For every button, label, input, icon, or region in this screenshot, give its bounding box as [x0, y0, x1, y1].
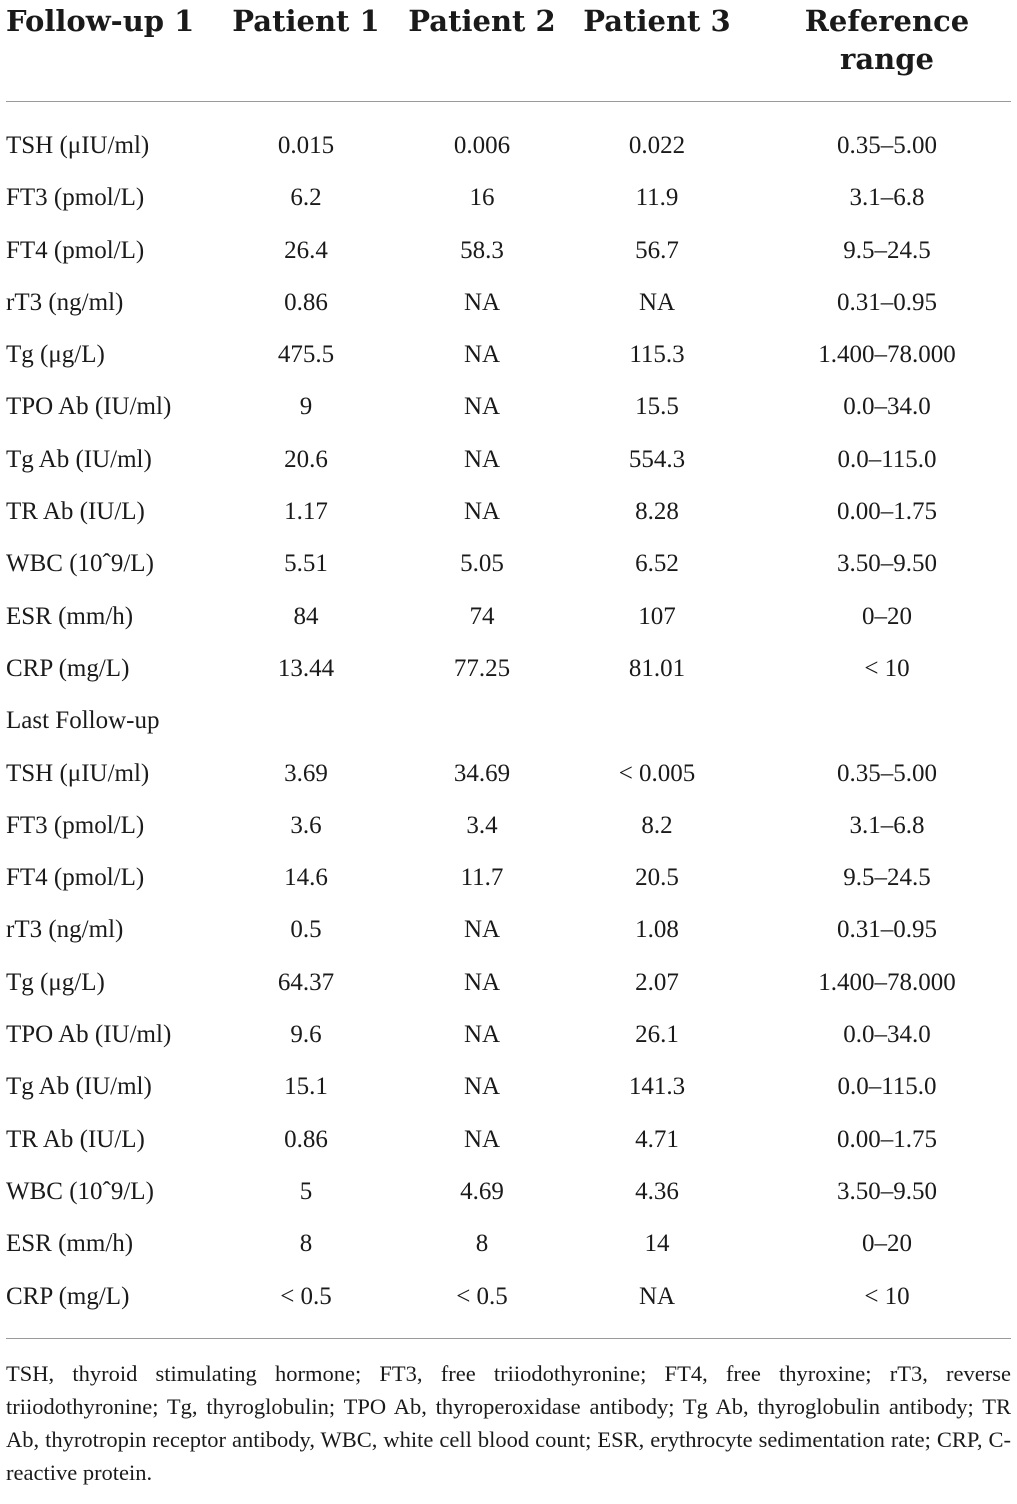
- patient-value-cell: 26.1: [635, 1021, 679, 1049]
- table-row: [0, 1010, 1017, 1062]
- patient-value-cell: 11.9: [635, 184, 679, 212]
- patient-value-cell: 554.3: [628, 445, 686, 473]
- reference-range-cell: < 10: [864, 1282, 910, 1310]
- patient-value-cell: 3.4: [466, 811, 498, 839]
- patient-value-cell: 20.5: [635, 864, 679, 892]
- patient-value-cell: 141.3: [628, 1073, 686, 1101]
- reference-range-cell: 0.00–1.75: [837, 1125, 937, 1153]
- patient-value-cell: 15.5: [635, 393, 679, 421]
- patient-value-cell: 8.2: [641, 811, 673, 839]
- patient-value-cell: 34.69: [453, 759, 511, 787]
- patient-value-cell: NA: [463, 445, 501, 473]
- patient-value-cell: 77.25: [453, 654, 511, 682]
- reference-range-cell: 0.0–115.0: [837, 1073, 937, 1101]
- row-parameter-cell: FT3 (pmol/L): [6, 811, 145, 839]
- patient-value-cell: 9: [299, 393, 313, 421]
- row-parameter-cell: TPO Ab (IU/ml): [6, 1021, 172, 1049]
- patient-value-cell: NA: [463, 1125, 501, 1153]
- row-parameter-cell: FT4 (pmol/L): [6, 864, 145, 892]
- table-row: [0, 592, 1017, 644]
- patient-value-cell: 6.2: [290, 184, 322, 212]
- patient-value-cell: 6.52: [635, 550, 679, 578]
- patient-value-cell: 0.022: [628, 132, 686, 159]
- header-divider: [6, 101, 1011, 102]
- row-parameter-cell: FT4 (pmol/L): [6, 236, 145, 264]
- table-row: [0, 121, 1017, 173]
- patient-value-cell: 64.37: [277, 968, 335, 996]
- reference-range-cell: 0.0–115.0: [837, 445, 937, 473]
- patient-value-cell: 4.71: [635, 1125, 679, 1153]
- table-row: [0, 801, 1017, 853]
- row-parameter-cell: ESR (mm/h): [6, 602, 134, 630]
- patient-value-cell: NA: [463, 288, 501, 316]
- section-label: Last Follow-up: [6, 707, 160, 735]
- reference-range-cell: 9.5–24.5: [843, 864, 931, 892]
- patient-value-cell: NA: [463, 341, 501, 369]
- patient-value-cell: 58.3: [460, 236, 504, 264]
- section-label-row: [0, 696, 1017, 748]
- row-parameter-cell: TR Ab (IU/L): [6, 1125, 145, 1153]
- table-row: [0, 226, 1017, 278]
- patient-value-cell: 20.6: [284, 445, 328, 473]
- header-cell-follow-up-1: Follow-up 1: [6, 4, 195, 38]
- patient-value-cell: 0.015: [277, 132, 335, 159]
- patient-value-cell: 8: [299, 1230, 313, 1258]
- row-parameter-cell: rT3 (ng/ml): [6, 916, 124, 944]
- table-row: [0, 749, 1017, 801]
- patient-value-cell: 5.05: [460, 550, 504, 578]
- table-row: [0, 1115, 1017, 1167]
- table-row: [0, 853, 1017, 905]
- table-row: [0, 330, 1017, 382]
- reference-range-cell: < 10: [864, 654, 910, 682]
- reference-range-cell: 3.1–6.8: [849, 184, 925, 212]
- table-row: [0, 1062, 1017, 1114]
- row-parameter-cell: rT3 (ng/ml): [6, 288, 124, 316]
- reference-range-cell: 3.1–6.8: [849, 811, 925, 839]
- table-bottom-divider: [6, 1338, 1011, 1339]
- patient-value-cell: < 0.5: [280, 1282, 332, 1310]
- table-row: [0, 487, 1017, 539]
- patient-value-cell: 16: [469, 184, 495, 212]
- reference-range-cell: 1.400–78.000: [818, 968, 956, 996]
- reference-range-cell: 0–20: [862, 1230, 912, 1258]
- table-row: [0, 958, 1017, 1010]
- row-parameter-cell: TPO Ab (IU/ml): [6, 393, 172, 421]
- patient-value-cell: 3.6: [290, 811, 322, 839]
- patient-value-cell: 56.7: [635, 236, 679, 264]
- patient-value-cell: 5.51: [284, 550, 328, 578]
- row-parameter-cell: Tg (μg/L): [6, 968, 105, 996]
- patient-value-cell: 2.07: [635, 968, 679, 996]
- patient-value-cell: < 0.005: [618, 759, 696, 787]
- patient-value-cell: < 0.5: [456, 1282, 508, 1310]
- patient-value-cell: 14.6: [284, 864, 328, 892]
- patient-value-cell: NA: [463, 968, 501, 996]
- table-body: [0, 121, 1017, 1324]
- patient-value-cell: NA: [463, 393, 501, 421]
- patient-value-cell: 0.86: [284, 288, 328, 316]
- reference-range-cell: 0.00–1.75: [837, 498, 937, 526]
- table-row: [0, 1272, 1017, 1324]
- patient-value-cell: NA: [463, 1021, 501, 1049]
- reference-range-cell: 3.50–9.50: [837, 550, 937, 578]
- header-cell-reference-range: Reference range: [804, 4, 970, 76]
- table-footnote: TSH, thyroid stimulating hormone; FT3, free triiodothyronine; FT4, free thyroxine; rT3, reverse triiodothyronine; Tg, thyroglobulin; TPO Ab, thyroperoxidase antibody; Tg Ab, thyroglobulin antibody; TR Ab, thyrotropin receptor antibody, WBC, white cell blood count; ESR, erythrocyte sedimentation rate; CRP, C-reactive protein.: [6, 1361, 1011, 1485]
- patient-value-cell: 8: [475, 1230, 489, 1258]
- reference-range-cell: 3.50–9.50: [837, 1177, 937, 1205]
- row-parameter-cell: ESR (mm/h): [6, 1230, 134, 1258]
- reference-range-cell: 0.35–5.00: [837, 759, 937, 787]
- reference-range-cell: 0.35–5.00: [837, 132, 937, 159]
- reference-range-cell: 0.0–34.0: [843, 1021, 931, 1049]
- table-row: [0, 905, 1017, 957]
- header-cell-patient-1: Patient 1: [232, 4, 380, 38]
- patient-value-cell: 74: [469, 602, 495, 630]
- reference-range-cell: 0–20: [862, 602, 912, 630]
- patient-value-cell: 475.5: [277, 341, 335, 369]
- patient-value-cell: 84: [293, 602, 319, 630]
- patient-value-cell: 81.01: [628, 654, 686, 682]
- reference-range-cell: 9.5–24.5: [843, 236, 931, 264]
- row-parameter-cell: CRP (mg/L): [6, 654, 130, 682]
- row-parameter-cell: WBC (10ˆ9/L): [6, 1177, 154, 1205]
- row-parameter-cell: Tg Ab (IU/ml): [6, 1073, 152, 1101]
- row-parameter-cell: Tg Ab (IU/ml): [6, 445, 152, 473]
- table-row: [0, 278, 1017, 330]
- patient-value-cell: 0.86: [284, 1125, 328, 1153]
- patient-value-cell: NA: [638, 1282, 676, 1310]
- patient-value-cell: NA: [463, 1073, 501, 1101]
- patient-value-cell: 15.1: [284, 1073, 328, 1101]
- patient-value-cell: 11.7: [460, 864, 504, 892]
- reference-range-cell: 0.31–0.95: [837, 288, 937, 316]
- row-parameter-cell: WBC (10ˆ9/L): [6, 550, 154, 578]
- row-parameter-cell: TSH (μIU/ml): [6, 132, 150, 159]
- reference-range-cell: 0.31–0.95: [837, 916, 937, 944]
- table-row: [0, 173, 1017, 225]
- patient-value-cell: 0.5: [290, 916, 322, 944]
- patient-value-cell: 1.17: [284, 498, 328, 526]
- row-parameter-cell: CRP (mg/L): [6, 1282, 130, 1310]
- patient-value-cell: 4.36: [635, 1177, 679, 1205]
- header-cell-patient-2: Patient 2: [408, 4, 556, 38]
- table-row: [0, 1167, 1017, 1219]
- row-parameter-cell: Tg (μg/L): [6, 341, 105, 369]
- row-parameter-cell: TR Ab (IU/L): [6, 498, 145, 526]
- reference-range-cell: 0.0–34.0: [843, 393, 931, 421]
- patient-value-cell: 13.44: [277, 654, 335, 682]
- patient-value-cell: 1.08: [635, 916, 679, 944]
- patient-value-cell: 4.69: [460, 1177, 504, 1205]
- row-parameter-cell: FT3 (pmol/L): [6, 184, 145, 212]
- patient-value-cell: 5: [299, 1177, 313, 1205]
- table-row: [0, 539, 1017, 591]
- row-parameter-cell: TSH (μIU/ml): [6, 759, 150, 787]
- patient-value-cell: 107: [638, 602, 676, 630]
- table-row: [0, 382, 1017, 434]
- patient-value-cell: 26.4: [284, 236, 328, 264]
- header-cell-patient-3: Patient 3: [583, 4, 731, 38]
- table-row: [0, 435, 1017, 487]
- patient-value-cell: 14: [644, 1230, 670, 1258]
- patient-value-cell: 9.6: [290, 1021, 322, 1049]
- table-header: [0, 0, 1017, 100]
- table-row: [0, 1219, 1017, 1271]
- patient-value-cell: NA: [463, 916, 501, 944]
- patient-value-cell: NA: [638, 288, 676, 316]
- patient-value-cell: 115.3: [629, 341, 685, 369]
- table-row: [0, 644, 1017, 696]
- patient-value-cell: 3.69: [284, 759, 328, 787]
- reference-range-cell: 1.400–78.000: [818, 341, 956, 369]
- patient-value-cell: 8.28: [635, 498, 679, 526]
- patient-value-cell: NA: [463, 498, 501, 526]
- patient-value-cell: 0.006: [453, 132, 511, 159]
